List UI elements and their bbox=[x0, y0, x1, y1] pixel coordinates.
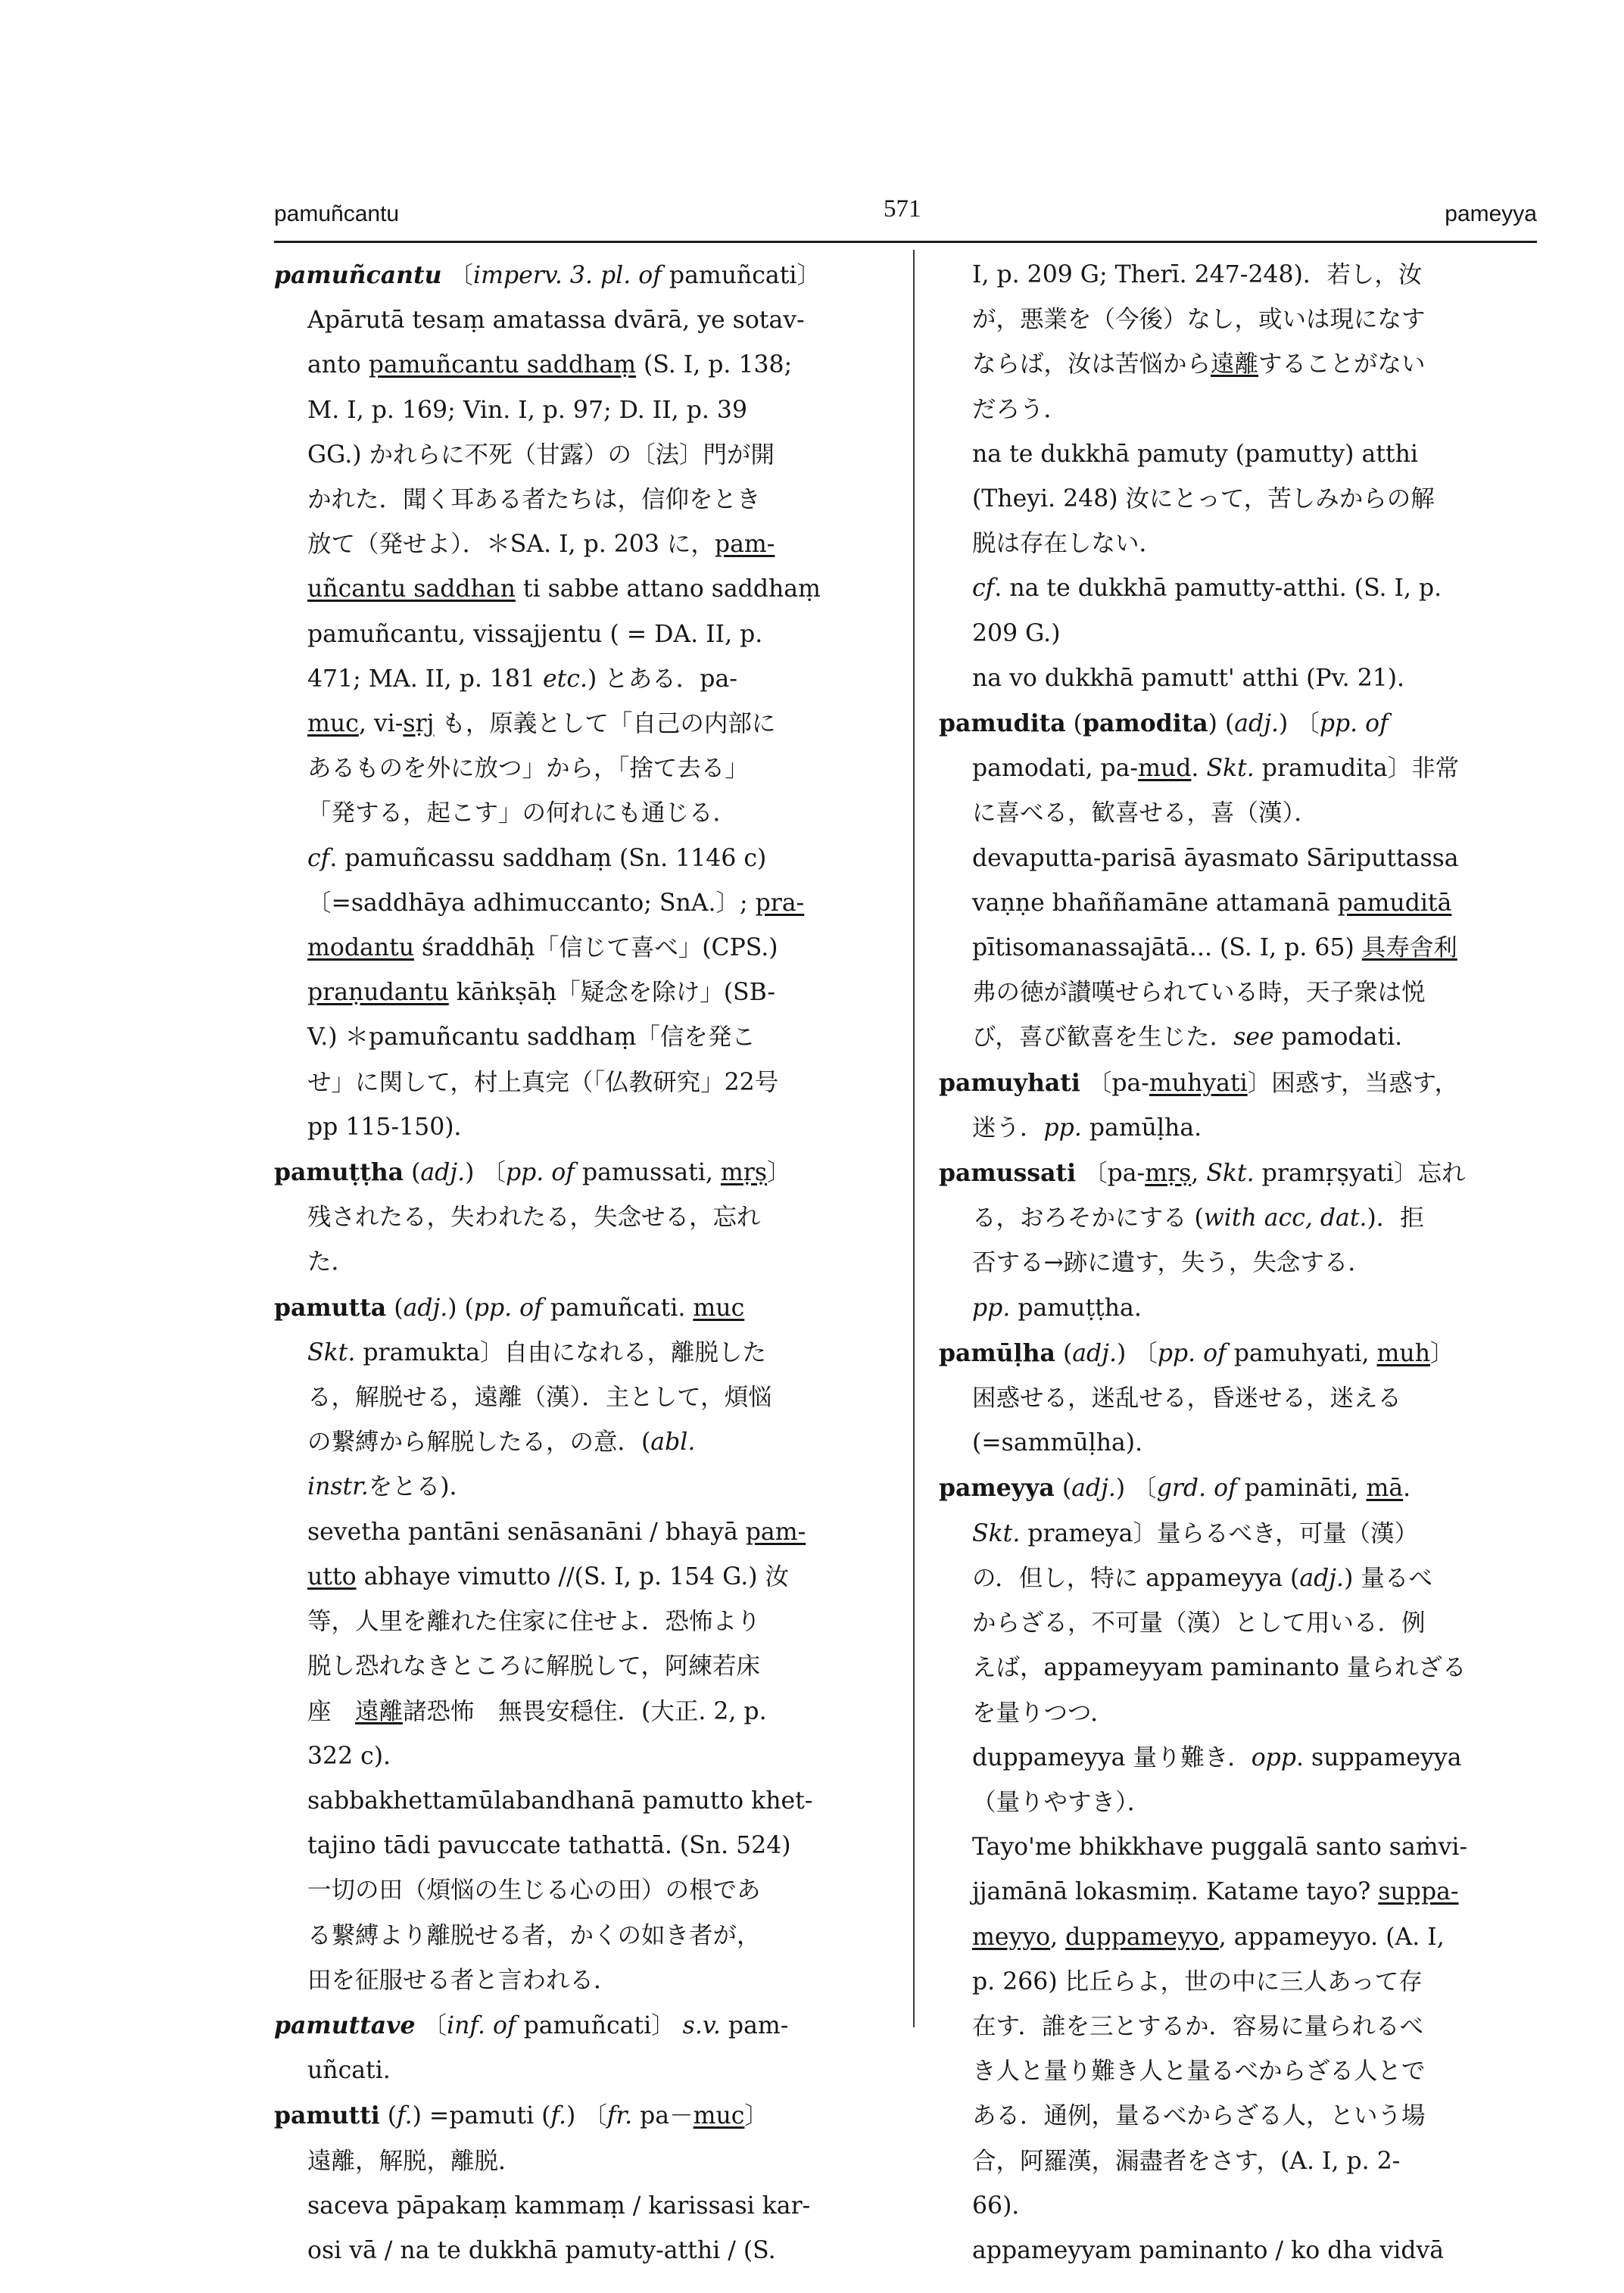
header-rule bbox=[274, 241, 1537, 243]
entry-headword-line: pamuñcantu 〔imperv. 3. pl. of pamuñcati〕 bbox=[274, 261, 821, 289]
entry-text-line: 残されたる，失われたる，失念せる，忘れ bbox=[307, 1204, 761, 1232]
entry-text-line: 等，人里を離れた住家に住せよ．恐怖より bbox=[307, 1608, 761, 1636]
entry-headword-line: pamutti (f.) =pamuti (f.) 〔fr. pa－muc〕 bbox=[274, 2101, 768, 2130]
entry-text-line: tajino tādi pavuccate tathattā. (Sn. 524) bbox=[307, 1832, 791, 1860]
entry-text-line: appameyyam paminanto / ko dha vidvā bbox=[972, 2236, 1445, 2264]
entry-text-line: Tayo'me bhikkhave puggalā santo saṁvi- bbox=[972, 1833, 1468, 1862]
entry-text-line: 迷う．pp. pamūḷha. bbox=[972, 1114, 1202, 1142]
running-header bbox=[274, 195, 1537, 238]
entry-text-line: Skt. prameya〕量らるべき，可量（漢） bbox=[972, 1519, 1419, 1547]
entry-text-line: が，悪業を（今後）なし，或いは現になす bbox=[972, 306, 1426, 334]
entry-headword-line: pamussati 〔pa-mṛṣ, Skt. pramṛṣyati〕忘れ bbox=[939, 1159, 1466, 1188]
entry-text-line: V.) ＊pamuñcantu saddhaṃ「信を発こ bbox=[307, 1023, 756, 1051]
entry-text-line: えば，appameyyam paminanto 量られざる bbox=[972, 1654, 1467, 1682]
entry-text-line: (Theyi. 248) 汝にとって，苦しみからの解 bbox=[972, 485, 1435, 513]
entry-text-line: だろう． bbox=[972, 395, 1068, 423]
entry-text-line: M. I, p. 169; Vin. I, p. 97; D. II, p. 39 bbox=[307, 396, 747, 424]
entry-text-line: る，解脱せる，遠離（漢）．主として，煩悩 bbox=[307, 1384, 772, 1412]
entry-headword-line: pamutta (adj.) (pp. of pamuñcati. muc bbox=[274, 1293, 745, 1322]
entry-text-line: osi vā / na te dukkhā pamuty-atthi / (S. bbox=[307, 2236, 776, 2264]
entry-text-line: saceva pāpakaṃ kammaṃ / karissasi kar- bbox=[307, 2192, 811, 2220]
header-right-guideword: pameyya bbox=[1445, 201, 1537, 226]
entry-text-line: 放て（発せよ）．＊SA. I, p. 203 に，pam- bbox=[307, 531, 775, 559]
entry-text-line: anto pamuñcantu saddhaṃ (S. I, p. 138; bbox=[307, 351, 793, 379]
entry-text-line: duppameyya 量り難き．opp. suppameyya bbox=[972, 1743, 1462, 1771]
left-column bbox=[274, 253, 895, 2273]
entry-text-line: （量りやすき）． bbox=[972, 1788, 1152, 1816]
entry-text-line: 田を征服せる者と言われる． bbox=[307, 1966, 618, 1994]
entry-text-line: る繋縛より離脱せる者，かくの如き者が， bbox=[307, 1921, 761, 1949]
entry-text-line: からざる，不可量（漢）として用いる．例 bbox=[972, 1609, 1426, 1637]
column-divider bbox=[913, 250, 915, 2027]
entry-text-line: pp 115-150)． bbox=[307, 1113, 478, 1141]
right-column bbox=[939, 253, 1537, 2273]
entry-text-line: 471; MA. II, p. 181 etc.) とある．pa- bbox=[307, 665, 737, 693]
entry-text-line: I, p. 209 G; Therī. 247-248)．若し，汝 bbox=[972, 261, 1423, 288]
entry-text-line: pp. pamuṭṭha. bbox=[972, 1294, 1142, 1322]
entry-text-line: utto abhaye vimutto //(S. I, p. 154 G.) 汝 bbox=[307, 1562, 790, 1590]
entry-headword-line: pamudita (pamodita) (adj.) 〔pp. of bbox=[939, 709, 1389, 738]
entry-text-line: uñcati. bbox=[307, 2057, 391, 2085]
entry-text-line: p. 266) 比丘らよ，世の中に三人あって存 bbox=[972, 1967, 1423, 1995]
entry-text-line: (=sammūḷha)． bbox=[972, 1429, 1159, 1457]
entry-text-line: modantu śraddhāḥ「信じて喜べ」(CPS.) bbox=[307, 934, 778, 962]
entry-text-line: あるものを外に放つ」から，「捨て去る」 bbox=[307, 755, 749, 783]
entry-text-line: meyyo, duppameyyo, appameyyo. (A. I, bbox=[972, 1923, 1445, 1951]
entry-text-line: vaṇṇe bhaññamāne attamanā pamuditā bbox=[972, 889, 1452, 917]
entry-text-line: 在す．誰を三とするか．容易に量られるべ bbox=[972, 2012, 1423, 2040]
entry-text-line: 66)． bbox=[972, 2192, 1036, 2220]
entry-text-line: せ」に関して，村上真完（「仏教研究」22号 bbox=[307, 1068, 779, 1096]
entry-text-line: pamodati, pa-mud. Skt. pramudita〕非常 bbox=[972, 755, 1460, 783]
entry-text-line: pītisomanassajātā... (S. I, p. 65) 具寿舎利 bbox=[972, 934, 1457, 962]
entry-text-line: 脱は存在しない． bbox=[972, 530, 1164, 558]
entry-text-line: uñcantu saddhan ti sabbe attano saddhaṃ bbox=[307, 575, 821, 603]
entry-text-line: 〔=saddhāya adhimuccanto; SnA.〕; pra- bbox=[307, 889, 805, 917]
entry-text-line: muc, vi-sṛj も，原義として「自己の内部に bbox=[307, 710, 776, 738]
entry-text-line: pamuñcantu, vissajjentu ( = DA. II, p. bbox=[307, 620, 763, 648]
entry-headword-line: pamūḷha (adj.) 〔pp. of pamuhyati, muh〕 bbox=[939, 1338, 1454, 1367]
entry-text-line: ある．通例，量るべからざる人，という場 bbox=[972, 2102, 1426, 2130]
entry-text-line: cf. pamuñcassu saddhaṃ (Sn. 1146 c) bbox=[307, 844, 767, 872]
entry-text-line: き人と量り難き人と量るべからざる人とで bbox=[972, 2058, 1426, 2086]
entry-text-line: かれた．聞く耳ある者たちは，信仰をとき bbox=[307, 486, 761, 514]
entry-text-line: na te dukkhā pamuty (pamutty) atthi bbox=[972, 440, 1418, 468]
entry-text-line: GG.) かれらに不死（甘露）の〔法〕門が開 bbox=[307, 441, 775, 469]
entry-text-line: の．但し，特に appameyya (adj.) 量るべ bbox=[972, 1564, 1432, 1592]
entry-text-line: を量りつつ． bbox=[972, 1699, 1114, 1727]
entry-text-line: 合，阿羅漢，漏盡者をさす，(A. I, p. 2- bbox=[972, 2147, 1401, 2175]
entry-text-line: 弗の徳が讃嘆せられている時，天子衆は悦 bbox=[972, 979, 1426, 1007]
entry-text-line: na vo dukkhā pamutt' atthi (Pv. 21)． bbox=[972, 664, 1421, 692]
entry-text-line: 322 c)． bbox=[307, 1742, 407, 1770]
entry-text-line: 困惑せる，迷乱せる，昏迷せる，迷える bbox=[972, 1385, 1402, 1413]
entry-text-line: Apārutā tesaṃ amatassa dvārā, ye sotav- bbox=[307, 307, 805, 335]
entry-text-line: 座 遠離諸恐怖 無畏安穏住．(大正. 2, p. bbox=[307, 1697, 767, 1725]
entry-text-line: 「発する，起こす」の何れにも通じる． bbox=[307, 799, 737, 827]
entry-text-line: 遠離，解脱，離脱． bbox=[307, 2147, 522, 2175]
entry-text-line: の繋縛から解脱したる，の意．(abl. bbox=[307, 1428, 696, 1456]
entry-text-line: sabbakhettamūlabandhanā pamutto khet- bbox=[307, 1787, 813, 1815]
header-left-guideword: pamuñcantu bbox=[274, 201, 400, 226]
entry-text-line: 脱し恐れなきところに解脱して，阿練若床 bbox=[307, 1653, 760, 1681]
entry-text-line: る，おろそかにする (with acc, dat.)．拒 bbox=[972, 1204, 1424, 1232]
entry-text-line: 209 G.) bbox=[972, 619, 1061, 647]
entry-text-line: ならば，汝は苦悩から遠離することがない bbox=[972, 350, 1426, 379]
entry-text-line: 否する→跡に遺す，失う，失念する． bbox=[972, 1249, 1372, 1277]
entry-headword-line: pamuyhati 〔pa-muhyati〕困惑す，当惑す， bbox=[939, 1068, 1459, 1097]
entry-text-line: 一切の田（煩悩の生じる心の田）の根であ bbox=[307, 1877, 761, 1905]
page-number: 571 bbox=[884, 195, 921, 223]
entry-headword-line: pameyya (adj.) 〔grd. of pamināti, mā. bbox=[939, 1474, 1411, 1503]
entry-text-line: び，喜び歓喜を生じた．see pamodati. bbox=[972, 1023, 1403, 1051]
entry-text-line: た． bbox=[307, 1248, 356, 1276]
entry-text-line: Skt. pramukta〕自由になれる，離脱した bbox=[307, 1338, 767, 1366]
entry-text-line: instr.をとる)． bbox=[307, 1473, 474, 1501]
entry-text-line: cf. na te dukkhā pamutty-atthi. (S. I, p. bbox=[972, 575, 1442, 603]
entry-text-line: jjamānā lokasmiṃ. Katame tayo? suppa- bbox=[972, 1878, 1459, 1906]
entry-text-line: sevetha pantāni senāsanāni / bhayā pam- bbox=[307, 1518, 806, 1546]
entry-text-line: に喜べる，歓喜せる，喜（漢）． bbox=[972, 799, 1318, 827]
entry-text-line: praṇudantu kāṅkṣāḥ「疑念を除け」(SB- bbox=[307, 979, 775, 1007]
entry-headword-line: pamuṭṭha (adj.) 〔pp. of pamussati, mṛṣ〕 bbox=[274, 1158, 791, 1187]
entry-text-line: devaputta-parisā āyasmato Sāriputtassa bbox=[972, 844, 1459, 872]
entry-headword-line: pamuttave 〔inf. of pamuñcati〕 s.v. pam- bbox=[274, 2011, 789, 2039]
